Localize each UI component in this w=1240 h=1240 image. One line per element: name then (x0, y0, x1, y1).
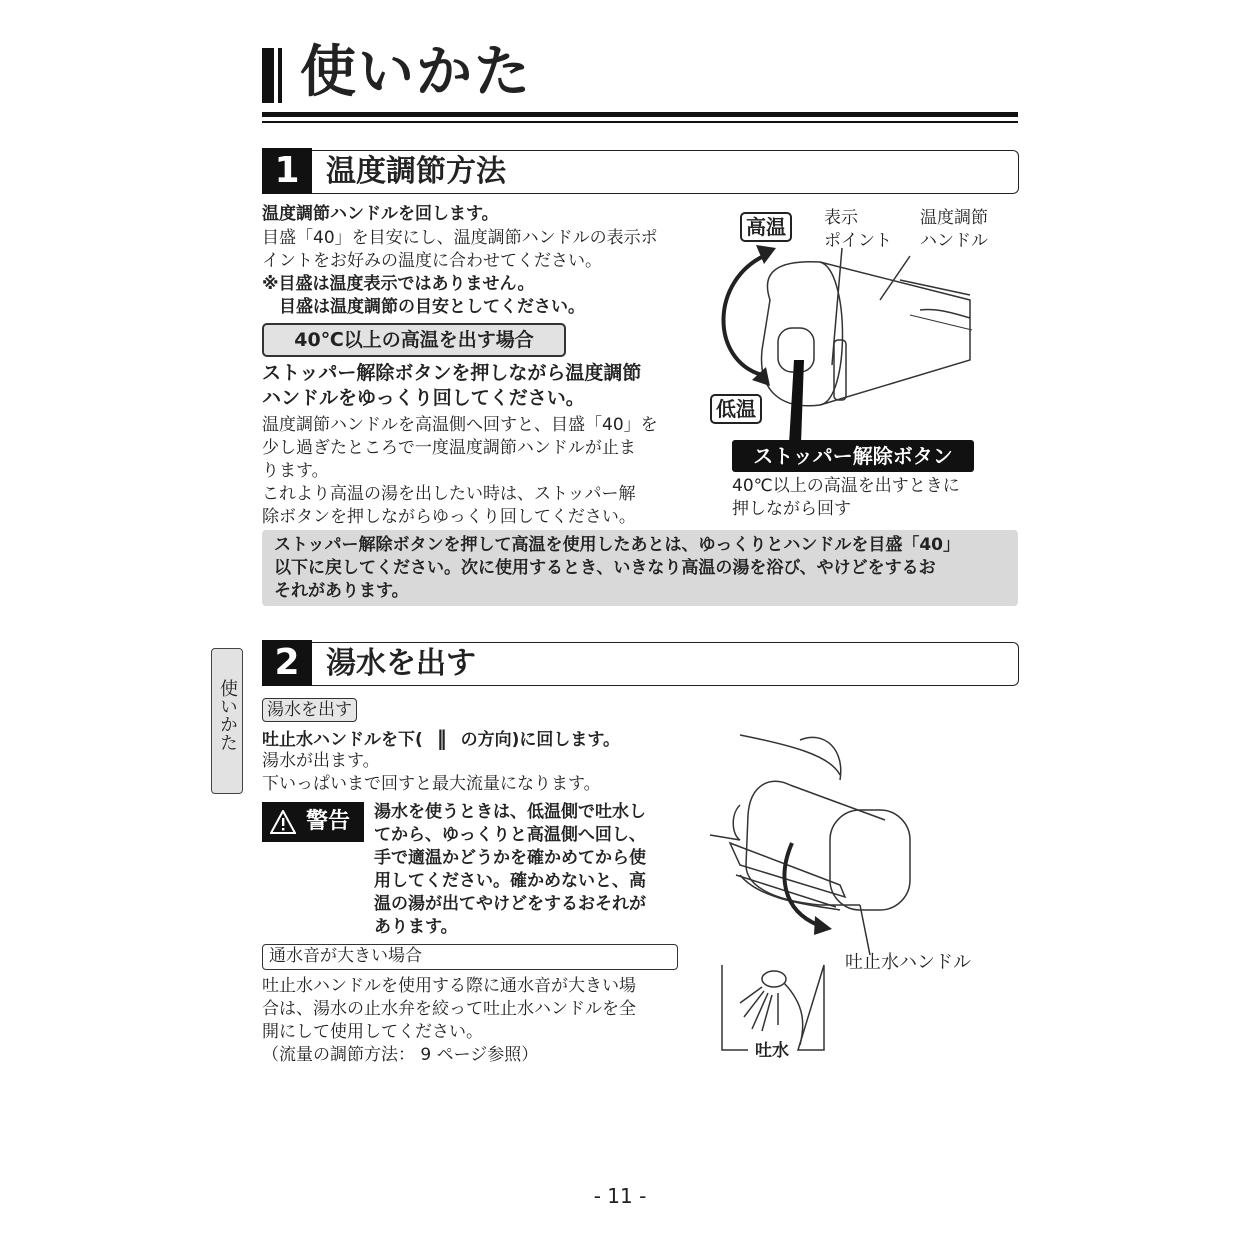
caution-line: 以下に戻してください。次に使用するとき、いきなり高温の湯を浴び、やけどをするお (274, 558, 936, 578)
caution-note (262, 530, 1018, 606)
stopper-release-label: ストッパー解除ボタン (732, 440, 974, 472)
instruction-post: の方向)に回します。 (460, 730, 621, 750)
warning-triangle-icon (270, 810, 296, 834)
spout-handle-label: 吐止水ハンドル (845, 952, 971, 973)
indicator-label-line: ポイント (824, 231, 892, 251)
low-temp-label: 低温 (710, 394, 762, 424)
side-tab[interactable] (211, 648, 243, 794)
section1-body-line: 目盛「40」を目安にし、温度調節ハンドルの表示ポ (262, 228, 658, 248)
stopper-note-line: 押しながら回す (732, 499, 851, 519)
section1-body-line: イントをお好みの温度に合わせてください。 (262, 251, 602, 271)
flow-line: 吐止水ハンドルを使用する際に通水音が大きい場 (262, 976, 636, 996)
section2-body-line: 湯水が出ます。 (262, 751, 380, 771)
section1-note-line: 目盛は温度調節の目安としてください。 (262, 297, 585, 317)
high-temp-label: 高温 (740, 212, 792, 242)
handle-label-line: 温度調節 (920, 208, 988, 228)
stopper-note-line: 40℃以上の高温を出すときに (732, 476, 960, 496)
flow-line: （流量の調節方法： 9 ページ参照） (262, 1045, 539, 1065)
section1-lead: 温度調節ハンドルを回します。 (262, 204, 499, 224)
page-number: - 11 - (593, 1184, 647, 1208)
section1-instruction-line: ハンドルをゆっくり回してください。 (262, 387, 585, 409)
section2-title: 湯水を出す (326, 646, 476, 681)
section1-detail-line: ります。 (262, 461, 329, 481)
flow-noise-tag-box (262, 944, 678, 970)
high-temp-tag: 40℃以上の高温を出す場合 (262, 323, 566, 357)
warning-line: 用してください。確かめないと、高 (374, 871, 646, 891)
section1-title: 温度調節方法 (326, 154, 506, 189)
section1-instruction-line: ストッパー解除ボタンを押しながら温度調節 (262, 362, 642, 384)
warning-line: てから、ゆっくりと高温側へ回し、 (374, 825, 646, 845)
warning-line: あります。 (374, 917, 458, 937)
section1-detail-line: 少し過ぎたところで一度温度調節ハンドルが止ま (262, 438, 636, 458)
section1-detail-line: 除ボタンを押しながらゆっくり回してください。 (262, 507, 636, 527)
title-rule-thin (262, 121, 1018, 123)
flow-line: 開にして使用してください。 (262, 1022, 483, 1042)
warning-badge (262, 802, 364, 842)
page-title: 使いかた (300, 40, 532, 105)
section1-detail-line: 温度調節ハンドルを高温側へ回すと、目盛「40」を (262, 415, 658, 435)
title-decoration-bars (262, 48, 286, 103)
section2-number: 2 (262, 640, 312, 686)
spout-label: 吐水 (755, 1041, 789, 1061)
section1-note-line: ※目盛は温度表示ではありません。 (262, 274, 535, 294)
instruction-pre: 吐止水ハンドルを下( (262, 730, 423, 750)
water-tag: 湯水を出す (262, 698, 357, 722)
spout-handle-illustration (700, 725, 930, 1065)
caution-line: それがあります。 (274, 581, 409, 601)
handle-label-line: ハンドル (920, 231, 988, 251)
warning-label: 警告 (306, 809, 351, 834)
warning-line: 温の湯が出てやけどをするおそれが (374, 894, 646, 914)
direction-symbol: ‖ (436, 726, 447, 750)
section2-body-line: 下いっぱいまで回すと最大流量になります。 (262, 774, 601, 794)
side-tab-label: 使いかた (217, 679, 238, 751)
title-rule (262, 112, 1018, 117)
indicator-label-line: 表示 (824, 208, 858, 228)
flow-line: 合は、湯水の止水弁を絞って吐止水ハンドルを全 (262, 999, 636, 1019)
section2-instruction (262, 727, 620, 752)
section1-number: 1 (262, 148, 312, 194)
flow-noise-tag: 通水音が大きい場合 (269, 946, 422, 966)
warning-line: 湯水を使うときは、低温側で吐水し (374, 802, 646, 822)
caution-line: ストッパー解除ボタンを押して高温を使用したあとは、ゆっくりとハンドルを目盛「40」 (274, 535, 960, 555)
section1-detail-line: これより高温の湯を出したい時は、ストッパー解 (262, 484, 636, 504)
warning-line: 手で適温かどうかを確かめてから使 (374, 848, 646, 868)
